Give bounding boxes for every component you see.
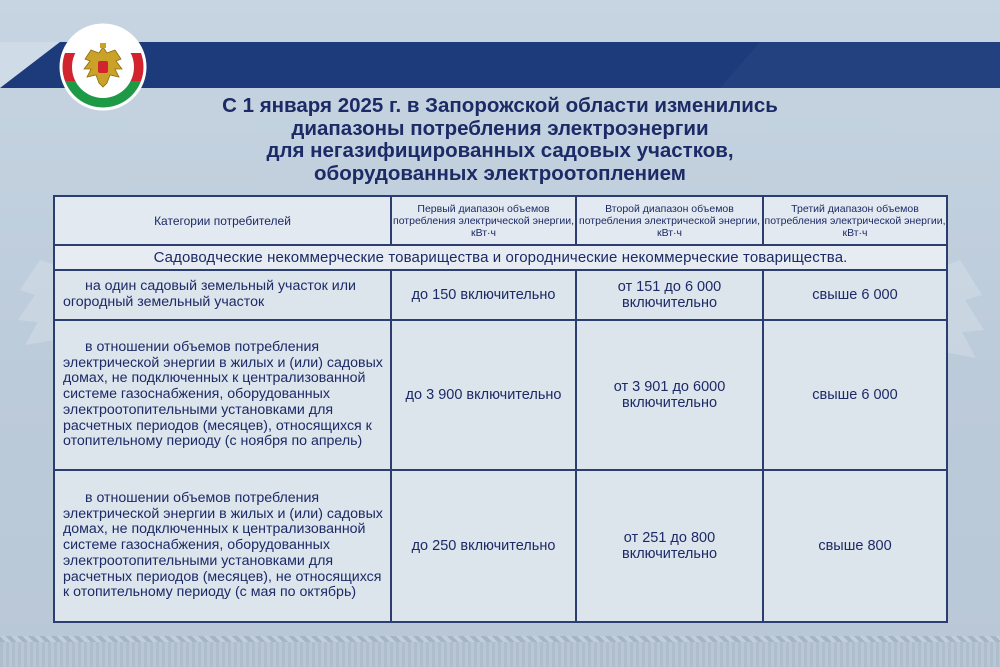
table-row [54, 470, 947, 622]
header-category: Категории потребителей [54, 196, 391, 245]
row-second-range: от 151 до 6 000 включительно [576, 270, 763, 320]
bottom-ornament-band [0, 636, 1000, 667]
row-second-range: от 3 901 до 6000 включительно [576, 320, 763, 470]
table-subheader-row [54, 245, 947, 270]
row-third-range: свыше 800 [763, 470, 947, 622]
row-third-range: свыше 6 000 [763, 320, 947, 470]
row-first-range: до 250 включительно [391, 470, 576, 622]
header-first-range: Первый диапазон объемов потребления электрической энергии, кВт·ч [391, 196, 576, 245]
title-line-2: диапазоны потребления электроэнергии [291, 116, 709, 140]
subheader-snt: Садоводческие некоммерческие товарищества и огороднические некоммерческие товарищества. [54, 245, 947, 270]
table-header-row [54, 196, 947, 245]
table-row [54, 320, 947, 470]
title-line-3: для негазифицированных садовых участков, [266, 139, 734, 162]
row-first-range: до 3 900 включительно [391, 320, 576, 470]
row-third-range: свыше 6 000 [763, 270, 947, 320]
title-line-1: С 1 января 2025 г. в Запорожской области изменились [222, 94, 778, 117]
coat-of-arms-icon [59, 23, 147, 111]
table-row [54, 270, 947, 320]
row-first-range: до 150 включительно [391, 270, 576, 320]
header-second-range: Второй диапазон объемов потребления электрической энергии, кВт·ч [576, 196, 763, 245]
row-category: на один садовый земельный участок или огородный земельный участок [54, 270, 391, 320]
page-title [150, 95, 850, 185]
row-category: в отношении объемов потребления электрической энергии в жилых и (или) садовых домах, не подключенных к централизованной системе газоснабжения, оборудованных электроотопительными установками для расчетных периодов (месяцев), относящихся к отопительному периоду (с ноября по апрель) [54, 320, 391, 470]
header-stripe [0, 42, 1000, 88]
emblem-logo [59, 23, 147, 111]
title-line-4: оборудованных электроотоплением [314, 161, 686, 185]
row-category: в отношении объемов потребления электрической энергии в жилых и (или) садовых домах, не подключенных к централизованной системе газоснабжения, оборудованных электроотопительными установками для расчетных периодов (месяцев), не относящихся к отопительному периоду (с мая по октябрь) [54, 470, 391, 622]
consumption-ranges-table [53, 195, 948, 623]
row-second-range: от 251 до 800 включительно [576, 470, 763, 622]
header-third-range: Третий диапазон объемов потребления электрической энергии, кВт·ч [763, 196, 947, 245]
